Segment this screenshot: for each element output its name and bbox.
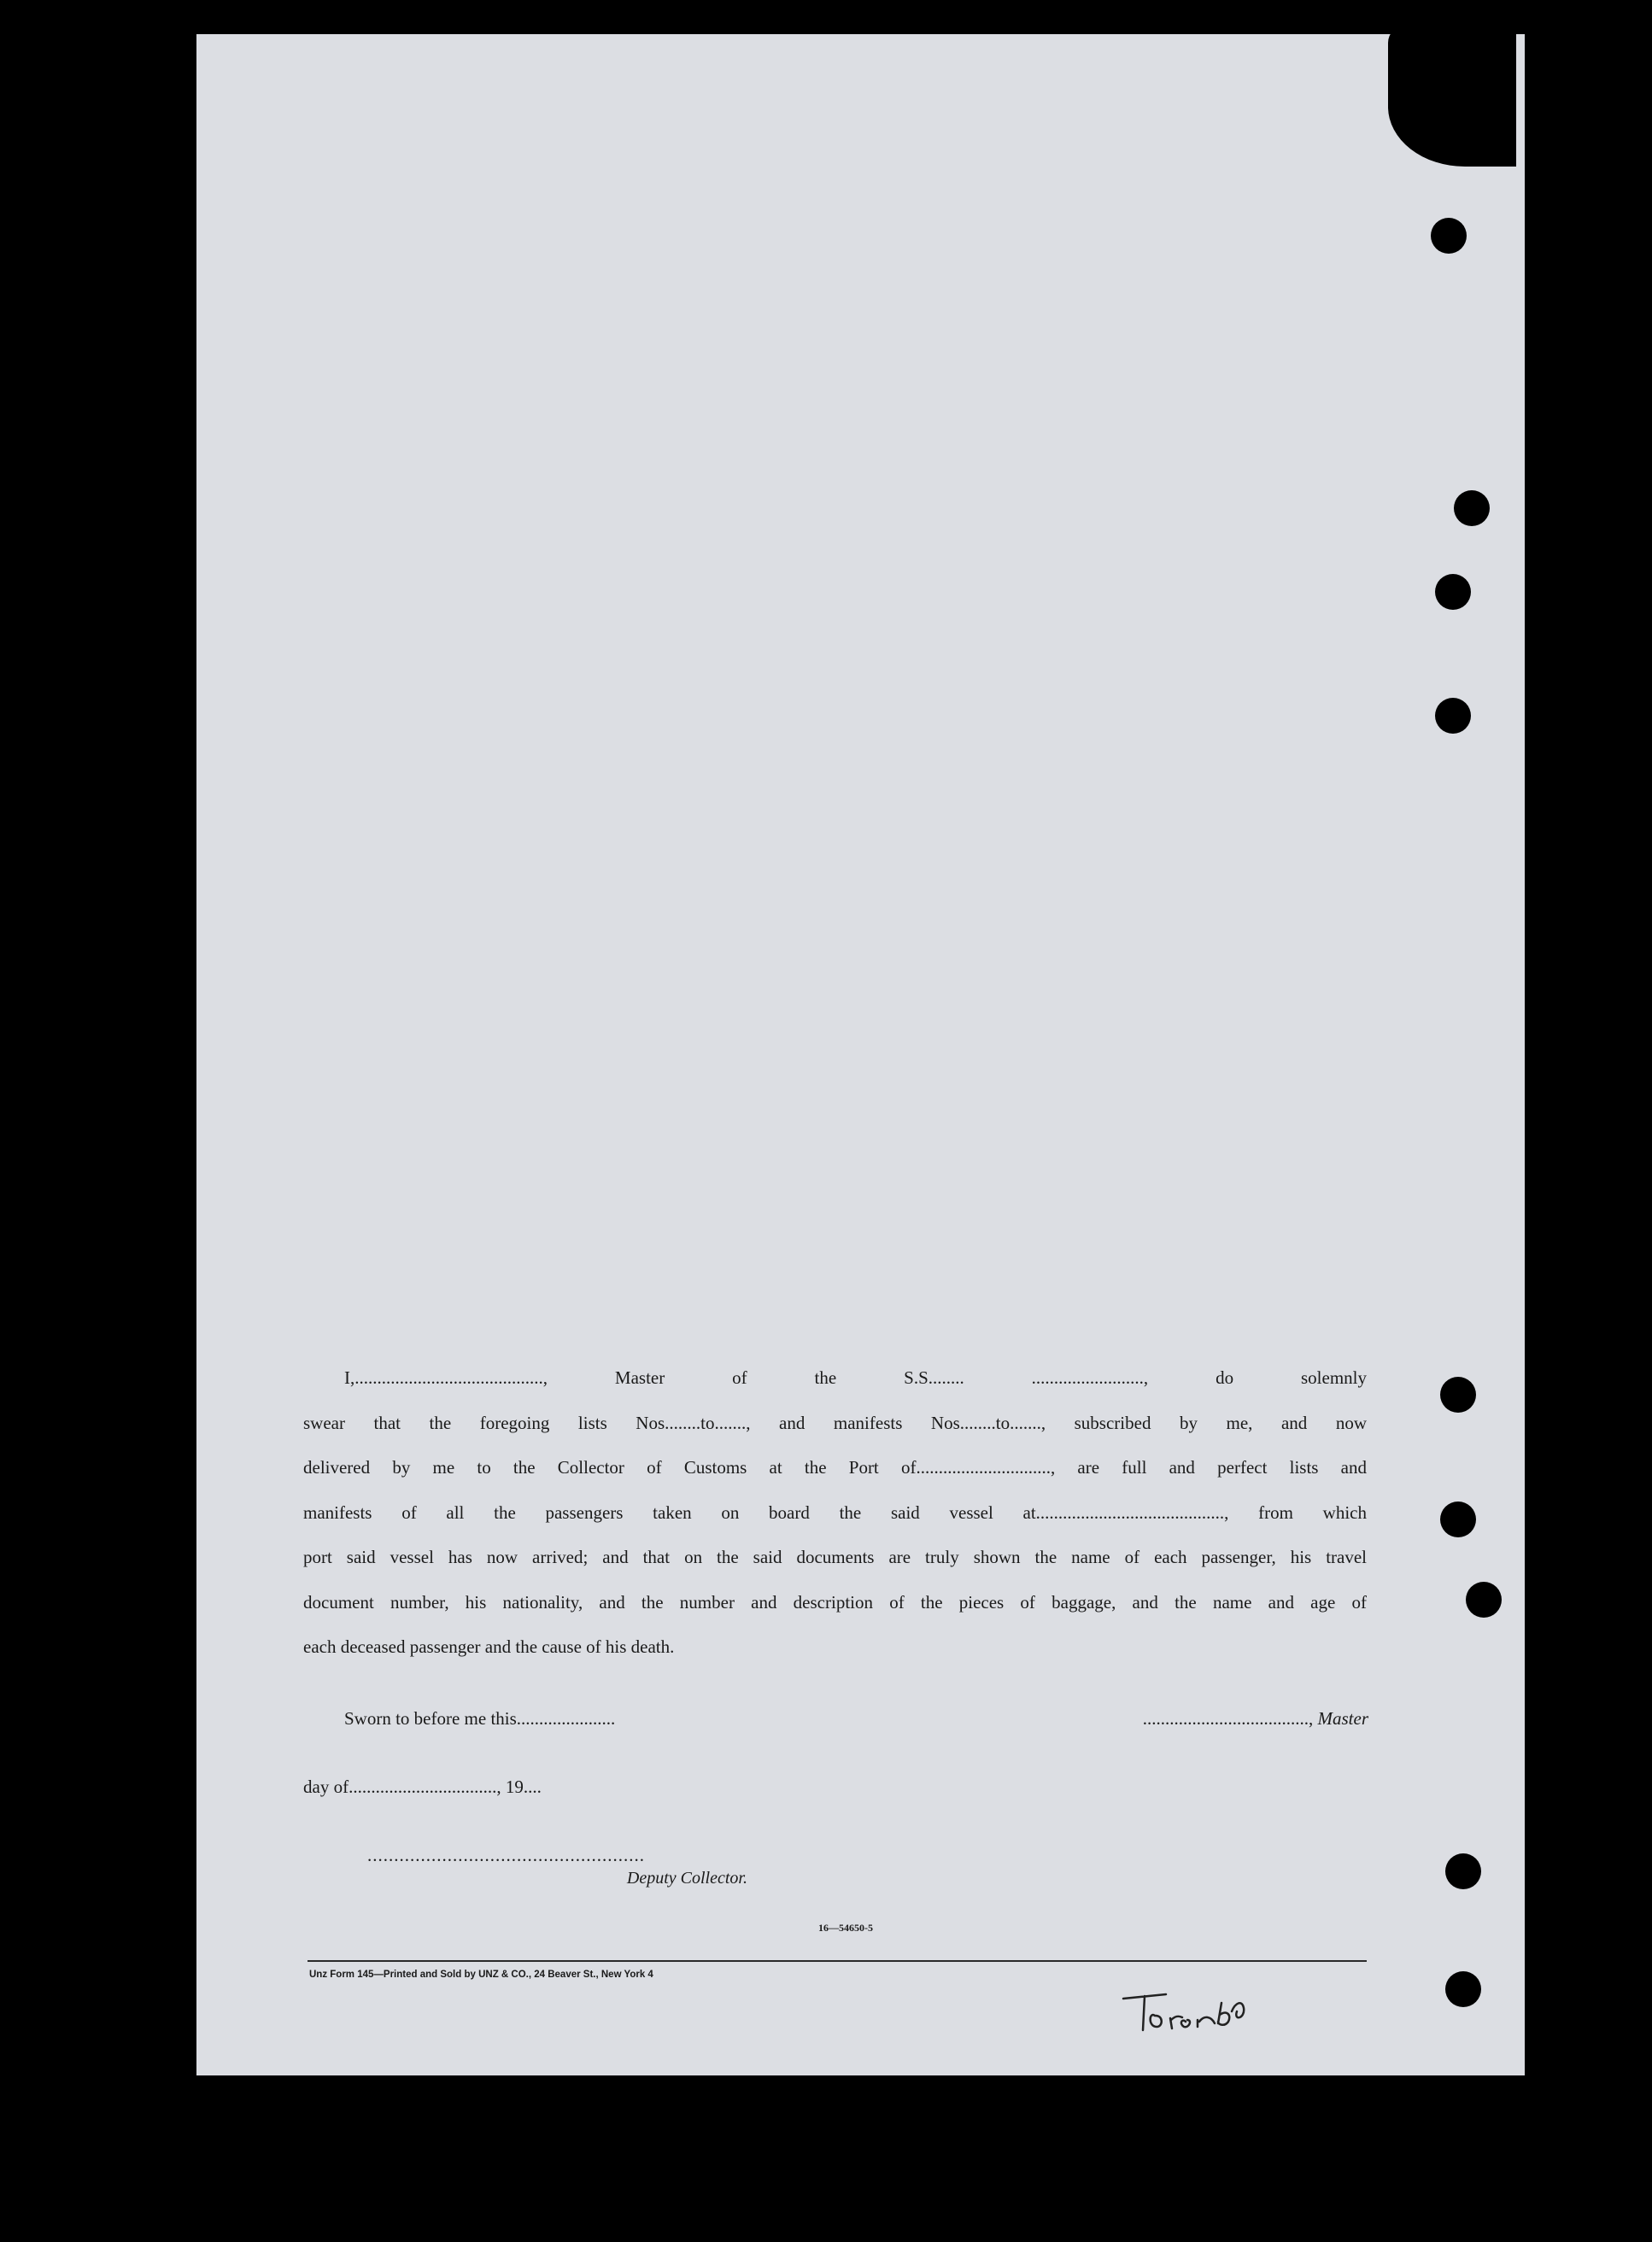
punch-hole — [1445, 1971, 1481, 2007]
day-of-line: day of................................., 19.... — [303, 1777, 542, 1797]
sworn-statement: Sworn to before me this...................... — [344, 1708, 616, 1729]
oath-line: each deceased passenger and the cause of his death. — [303, 1636, 675, 1657]
punch-hole — [1454, 490, 1490, 526]
oath-line: I,.........................................., Master of the S.S........ ........................., do solemnly — [344, 1367, 1367, 1388]
punch-hole — [1440, 1377, 1476, 1413]
form-sheet — [196, 34, 1525, 2075]
oath-line: swear that the foregoing lists Nos........to......., and manifests Nos........to......., subscribed by me, and now — [303, 1412, 1367, 1433]
punch-hole — [1440, 1501, 1476, 1537]
master-signature-line — [946, 1708, 1368, 1730]
punch-hole — [1431, 218, 1467, 254]
master-label: Master — [1317, 1708, 1368, 1729]
punch-hole — [1466, 1582, 1502, 1618]
punch-hole — [1435, 574, 1471, 610]
punch-hole — [1435, 698, 1471, 734]
printer-imprint: Unz Form 145—Printed and Sold by UNZ & CO., 24 Beaver St., New York 4 — [309, 1970, 653, 1980]
footer-rule — [308, 1960, 1367, 1962]
oath-line: document number, his nationality, and the number and description of the pieces of baggage, and the name and age of — [303, 1591, 1367, 1613]
oath-line: manifests of all the passengers taken on board the said vessel at.........................................., from which — [303, 1501, 1367, 1523]
deputy-collector-label: Deputy Collector. — [626, 1869, 747, 1888]
torn-corner — [1388, 26, 1516, 167]
oath-line: delivered by me to the Collector of Customs at the Port of.............................., are full and perfect lists and — [303, 1457, 1367, 1478]
masters-oath — [303, 1362, 1367, 1677]
oath-line: port said vessel has now arrived; and that on the said documents are truly shown the name of each passenger, his travel — [303, 1547, 1367, 1567]
handwritten-signature — [1119, 1977, 1290, 2037]
form-number: 16—54650-5 — [818, 1922, 873, 1934]
master-dots: ....................................., — [1142, 1708, 1318, 1729]
punch-hole — [1445, 1853, 1481, 1889]
deputy-signature-line: .................................................... — [367, 1845, 645, 1865]
